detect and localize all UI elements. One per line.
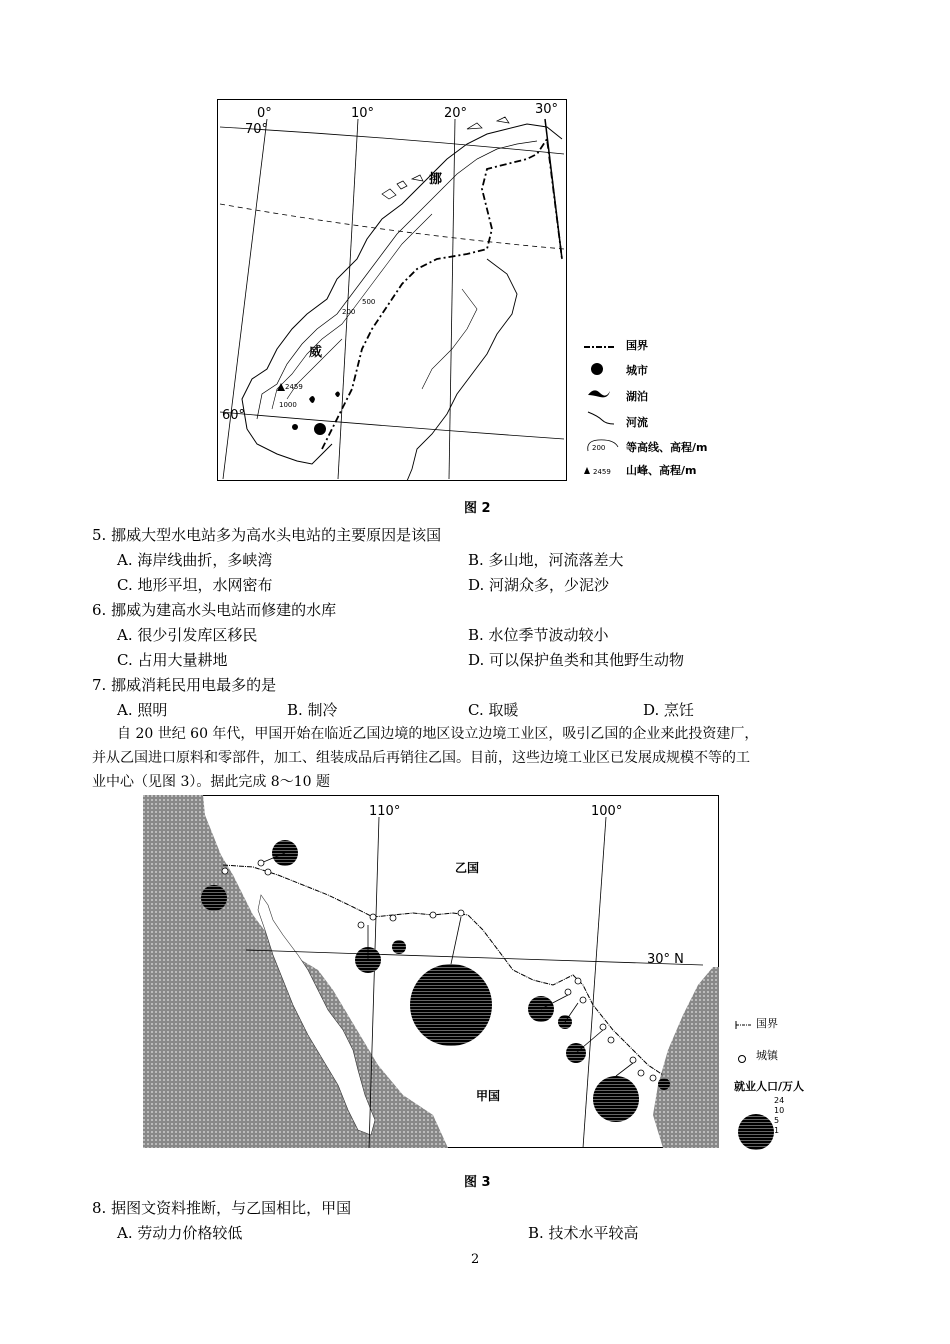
intro-paragraph-line-1: 自 20 世纪 60 年代，甲国开始在临近乙国边境的地区设立边境工业区，吸引乙国的企业来此投资建厂， <box>117 726 759 742</box>
svg-text:30° N: 30° N <box>647 952 684 967</box>
legend-peak-label: 山峰、高程/m <box>626 464 697 477</box>
legend-lake-label: 湖泊 <box>626 390 648 403</box>
svg-text:乙国: 乙国 <box>455 861 480 875</box>
peak-icon <box>582 462 622 476</box>
contour-icon <box>584 435 622 455</box>
norway-map-svg <box>217 99 567 481</box>
city-oslo-marker <box>314 423 326 435</box>
q5-option-c: C. 地形平坦，水网密布 <box>117 576 273 594</box>
q7-option-c: C. 取暖 <box>468 701 519 719</box>
figure-3-caption: 图 3 <box>464 1175 491 1190</box>
scale-10: 10 <box>774 1106 785 1115</box>
q5-option-b: B. 多山地，河流落差大 <box>468 551 624 569</box>
q5-option-d: D. 河湖众多，少泥沙 <box>468 576 610 594</box>
svg-text:110°: 110° <box>369 804 401 819</box>
town-icon <box>737 1049 747 1068</box>
question-8-stem: 8. 据图文资料推断，与乙国相比，甲国 <box>92 1199 352 1217</box>
border-icon <box>734 1015 754 1034</box>
q7-option-d: D. 烹饪 <box>643 701 695 719</box>
legend-border-label: 国界 <box>626 339 648 352</box>
legend-employment-title: 就业人口/万人 <box>734 1080 805 1093</box>
border-icon <box>582 338 616 357</box>
river-icon <box>586 410 616 430</box>
svg-text:2459: 2459 <box>285 383 303 391</box>
industry-center-circle <box>593 1076 639 1122</box>
border-map-svg <box>143 795 719 1148</box>
scale-5: 5 <box>774 1116 780 1125</box>
q8-option-b: B. 技术水平较高 <box>528 1224 639 1242</box>
scale-1: 1 <box>774 1126 780 1135</box>
svg-text:200: 200 <box>592 444 606 452</box>
scale-24: 24 <box>774 1096 785 1105</box>
svg-text:2459: 2459 <box>593 468 611 476</box>
question-5-stem: 5. 挪威大型水电站多为高水头电站的主要原因是该国 <box>92 526 442 544</box>
page-number: 2 <box>471 1252 480 1267</box>
svg-text:60°: 60° <box>222 408 246 423</box>
industry-center-circle <box>658 1078 670 1090</box>
question-6-stem: 6. 挪威为建高水头电站而修建的水库 <box>92 601 337 619</box>
q7-option-a: A. 照明 <box>117 701 168 719</box>
q8-option-a: A. 劳动力价格较低 <box>117 1224 243 1242</box>
legend-river-label: 河流 <box>626 416 648 429</box>
svg-text:挪: 挪 <box>429 172 443 187</box>
svg-text:70°: 70° <box>245 122 269 137</box>
legend-town-label: 城镇 <box>756 1049 778 1062</box>
q6-option-c: C. 占用大量耕地 <box>117 651 228 669</box>
industry-center-circle <box>392 940 406 954</box>
svg-text:100°: 100° <box>591 804 623 819</box>
legend-border-label: 国界 <box>756 1017 778 1030</box>
svg-text:1000: 1000 <box>279 401 297 409</box>
legend-contour-label: 等高线、高程/m <box>626 441 708 454</box>
question-7-stem: 7. 挪威消耗民用电最多的是 <box>92 676 277 694</box>
svg-text:10°: 10° <box>351 106 375 121</box>
scale-circles-icon <box>738 1094 774 1154</box>
svg-text:0°: 0° <box>257 106 272 121</box>
city-icon <box>590 361 604 380</box>
q6-option-b: B. 水位季节波动较小 <box>468 626 609 644</box>
figure-2-caption: 图 2 <box>464 501 491 516</box>
q6-option-a: A. 很少引发库区移民 <box>117 626 258 644</box>
q7-option-b: B. 制冷 <box>287 701 338 719</box>
legend-city-label: 城市 <box>626 364 648 377</box>
svg-text:500: 500 <box>362 298 376 306</box>
lake-icon <box>586 386 612 405</box>
svg-text:20°: 20° <box>444 106 468 121</box>
figure-3-map <box>143 795 719 1148</box>
svg-text:威: 威 <box>309 345 323 360</box>
svg-text:200: 200 <box>342 308 356 316</box>
q6-option-d: D. 可以保护鱼类和其他野生动物 <box>468 651 685 669</box>
industry-center-circle <box>410 964 492 1046</box>
intro-paragraph-line-2: 并从乙国进口原料和零部件，加工、组装成品后再销往乙国。目前，这些边境工业区已发展成规模不等的工 <box>92 750 750 766</box>
intro-paragraph-line-3: 业中心（见图 3）。据此完成 8～10 题 <box>92 774 330 790</box>
svg-text:30°: 30° <box>535 102 559 117</box>
industry-center-circle <box>201 885 227 911</box>
figure-2-map <box>217 99 567 481</box>
q5-option-a: A. 海岸线曲折，多峡湾 <box>117 551 273 569</box>
svg-text:甲国: 甲国 <box>476 1089 501 1103</box>
